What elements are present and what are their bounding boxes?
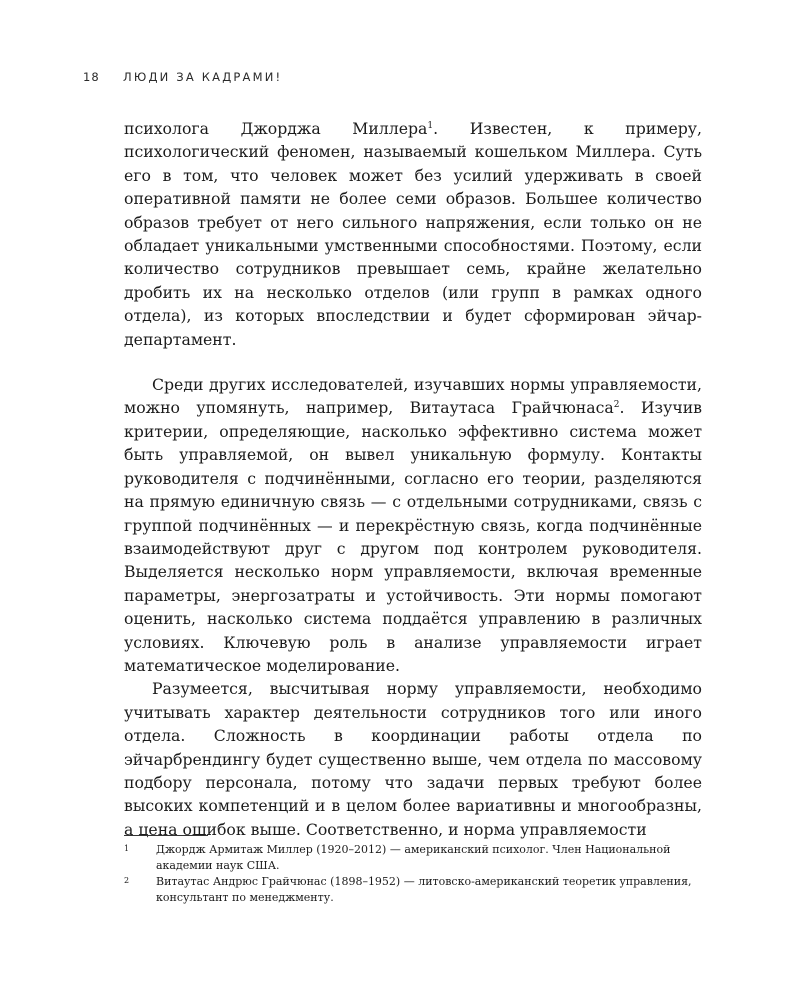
footnote-1 (124, 842, 702, 873)
page-number: 18 (83, 70, 100, 84)
footnote-ref-1: 1 (427, 121, 434, 131)
paragraph-2-text-start: Среди других исследователей, изучавших нормы управляемости, можно упомянуть, например, Витаутаса Грайчюнаса (124, 375, 702, 418)
paragraph-2-text-end: . Изучив критерии, определяющие, насколько эффективно система может быть управляемой, он вывел уникальную формулу. Контакты руководителя с подчинёнными, согласно его теории, разделяются на прямую единичную связь — с отдельными сотрудниками, связь с группой подчинённых — и перекрёстную связь, когда подчинённые взаимодействуют друг с другом под контролем руководителя. Выделяется несколько норм управляемости, включая временные параметры, энергозатраты и устойчивость. Эти нормы помогают оценить, насколько система поддаётся управлению в различных условиях. Ключевую роль в анализе управляемости играет математическое моделирование. (124, 398, 702, 675)
running-title: ЛЮДИ ЗА КАДРАМИ! (123, 70, 283, 84)
footnote-ref-2: 2 (613, 400, 620, 411)
running-head (83, 70, 282, 84)
paragraph-1 (124, 117, 702, 351)
footnote-1-text: Джордж Армитаж Миллер (1920–2012) — американский психолог. Член Национальной академии наук США. (156, 843, 671, 872)
paragraph-1-text-end: . Известен, к примеру, психологический феномен, называемый кошельком Миллера. Суть его в том, что человек может без усилий удерживать в своей оперативной памяти не более семи образов. Большее количество образов требует от него сильного напряжения, если только он не обладает уникальными умственными способностями. Поэтому, если количество сотрудников превышает семь, крайне желательно дробить их на несколько отделов (или групп в рамках одного отдела), из которых впоследствии и будет сформирован эйчар-департамент. (124, 119, 702, 349)
footnote-2-text: Витаутас Андрюс Грайчюнас (1898–1952) — литовско-американский теоретик управления, консультант по менеджменту. (156, 875, 692, 904)
footnote-2 (124, 874, 702, 905)
body-text (124, 117, 702, 841)
paragraph-1-text-start: психолога Джорджа Миллера (124, 119, 428, 138)
paragraph-2 (124, 373, 702, 677)
footnote-2-mark: 2 (124, 876, 130, 885)
paragraph-3: Разумеется, высчитывая норму управляемости, необходимо учитывать характер деятельности сотрудников того или иного отдела. Сложность в координации работы отдела по эйчарбрендингу будет существенно выше, чем отдела по массовому подбору персонала, потому что задачи первых требуют более высоких компетенций и в целом более вариативны и многообразны, а цена ошибок выше. Соответственно, и норма управляемости (124, 679, 702, 839)
footnotes (124, 842, 702, 906)
footnote-divider (124, 835, 208, 836)
footnote-1-mark: 1 (124, 844, 130, 853)
